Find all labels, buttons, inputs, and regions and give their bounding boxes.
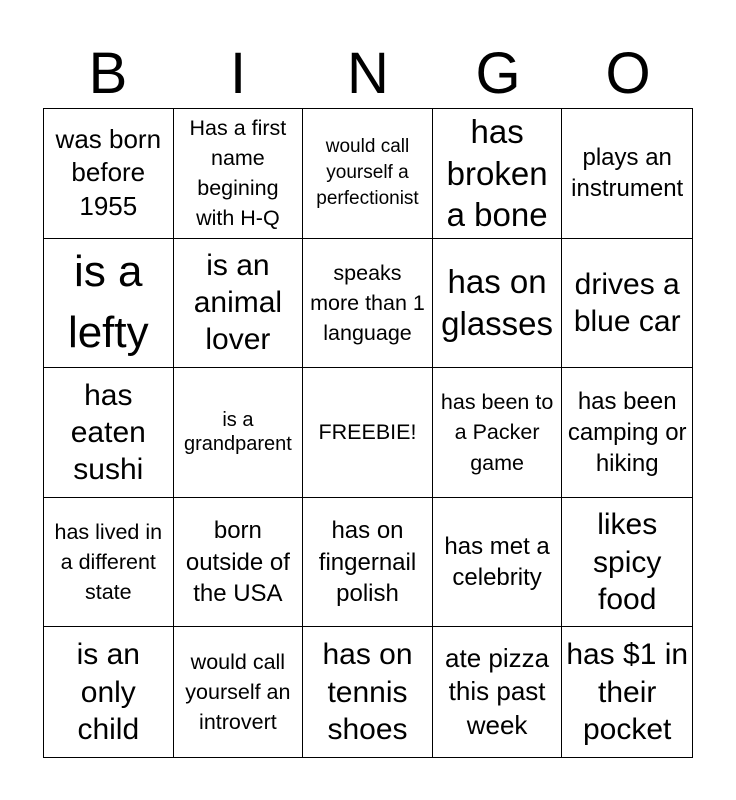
cell-text: is an animal lover <box>193 249 283 357</box>
bingo-cell[interactable] <box>433 109 563 239</box>
bingo-cell[interactable] <box>562 109 692 239</box>
bingo-cell[interactable] <box>303 627 433 757</box>
bingo-cell[interactable] <box>44 109 174 239</box>
cell-text: has been to a Packer game <box>440 390 554 475</box>
bingo-cell[interactable] <box>303 368 433 498</box>
cell-text: has on tennis shoes <box>322 638 413 746</box>
cell-text: would call yourself an introvert <box>185 650 291 735</box>
header-letter-n: N <box>347 41 389 106</box>
cell-text: was born before 1955 <box>55 123 162 222</box>
header-letter-g: G <box>475 41 521 106</box>
cell-text: has eaten sushi <box>70 378 146 487</box>
bingo-board <box>43 108 693 758</box>
header-letter-b: B <box>88 41 128 106</box>
cell-text: is a grandparent <box>183 409 292 456</box>
bingo-cell[interactable] <box>562 627 692 757</box>
cell-text: likes spicy food <box>593 508 662 616</box>
bingo-cell[interactable] <box>562 239 692 369</box>
bingo-cell[interactable] <box>303 109 433 239</box>
cell-text: Has a first name begining with H-Q <box>189 116 287 231</box>
cell-text: has on fingernail polish <box>318 517 417 607</box>
bingo-cell[interactable] <box>562 498 692 628</box>
cell-text: is an only child <box>76 638 140 746</box>
bingo-cell[interactable] <box>174 627 304 757</box>
bingo-cell[interactable] <box>44 239 174 369</box>
cell-text: born outside of the USA <box>185 517 290 607</box>
header-letter-i: I <box>229 41 247 106</box>
cell-text: is a lefty <box>67 247 149 357</box>
bingo-cell[interactable] <box>303 498 433 628</box>
cell-text: speaks more than 1 language <box>310 260 425 345</box>
bingo-cell[interactable] <box>303 239 433 369</box>
cell-text: has on glasses <box>441 263 554 342</box>
bingo-cell[interactable] <box>174 109 304 239</box>
bingo-cell[interactable] <box>433 627 563 757</box>
bingo-cell[interactable] <box>433 498 563 628</box>
cell-text: ate pizza this past week <box>445 642 550 741</box>
bingo-cell[interactable] <box>174 498 304 628</box>
cell-text: has lived in a different state <box>54 519 163 605</box>
cell-text: has been camping or hiking <box>567 387 687 478</box>
bingo-cell[interactable] <box>174 368 304 498</box>
bingo-cell[interactable] <box>44 498 174 628</box>
bingo-cell[interactable] <box>44 368 174 498</box>
header-letter-o: O <box>605 41 651 106</box>
cell-text: drives a blue car <box>573 267 681 338</box>
bingo-cell[interactable] <box>174 239 304 369</box>
cell-text: has broken a bone <box>446 112 548 234</box>
cell-text: plays an instrument <box>571 144 684 203</box>
cell-text: has met a celebrity <box>444 532 550 592</box>
bingo-cell[interactable] <box>433 368 563 498</box>
cell-text: FREEBIE! <box>318 420 417 445</box>
cell-text: has $1 in their pocket <box>566 638 689 746</box>
bingo-header <box>43 40 693 108</box>
bingo-cell[interactable] <box>562 368 692 498</box>
bingo-cell[interactable] <box>44 627 174 757</box>
bingo-cell[interactable] <box>433 239 563 369</box>
cell-text: would call yourself a perfectionist <box>316 135 419 210</box>
